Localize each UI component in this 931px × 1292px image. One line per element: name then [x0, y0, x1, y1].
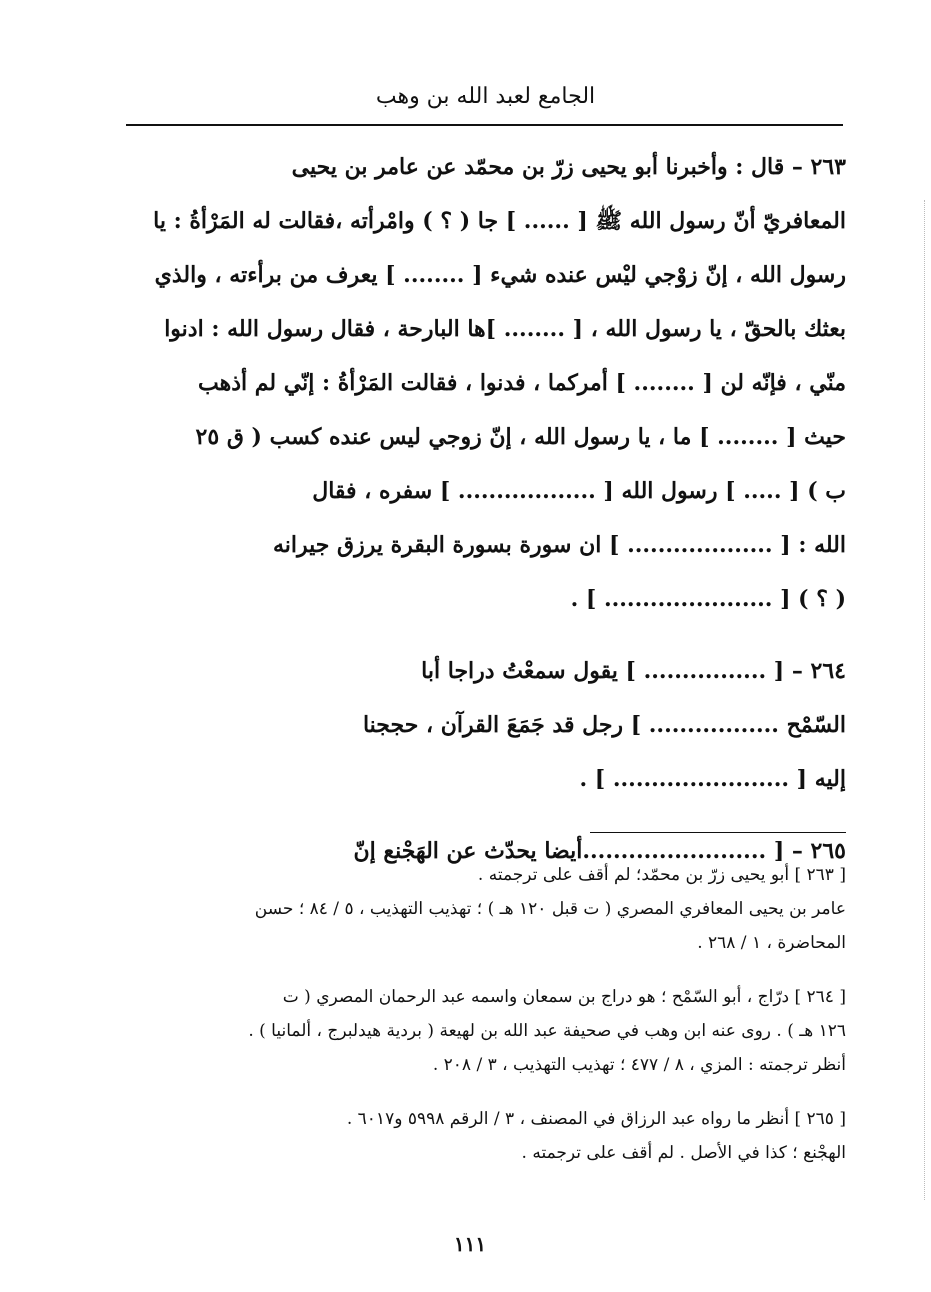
paragraph-263: [126, 140, 846, 626]
text-line: رسول الله ، إنّ زوْجي ليْس عنده شيء [ ........ ] يعرف من برأءته ، والذي: [154, 262, 846, 288]
footnote-line: الهجْنع ؛ كذا في الأصل . لم أقف على ترجمته .: [521, 1143, 846, 1163]
running-header: الجامع لعبد الله بن وهب: [375, 84, 596, 109]
scan-edge: [921, 200, 925, 1200]
paragraph-spacer: [126, 806, 846, 824]
text-line: ٢٦٥ – [ ........................أيضا يحدّث عن الهَجْنع إنّ: [353, 838, 846, 864]
footnote-line: [ ٢٦٣ ] أبو يحيى زرّ بن محمّد؛ لم أقف على ترجمته .: [477, 865, 846, 885]
text-line: إليه [ ....................... ] .: [579, 766, 846, 792]
text-line: السّمْح ................. ] رجل قد جَمَعَ القرآن ، حججنا: [362, 712, 846, 738]
text-line: ب ) [ ..... ] رسول الله [ .................. ] سفره ، فقال: [312, 478, 846, 504]
footnote-265: [126, 1102, 846, 1170]
text-line: المعافريّ أنّ رسول الله ﷺ [ ...... ] جا ( ؟ ) وامْرأته ،فقالت له المَرْأةُ : يا: [153, 208, 846, 234]
footnote-spacer: [126, 1082, 846, 1102]
text-line: منّي ، فإنّه لن [ ........ ] أمركما ، فدنوا ، فقالت المَرْأةُ : إنّي لم أذهب: [197, 370, 846, 396]
footnote-line: عامر بن يحيى المعافري المصري ( ت قبل ١٢٠ هـ ) ؛ تهذيب التهذيب ، ٥ / ٨٤ ؛ حسن: [254, 899, 846, 919]
text-line: بعثك بالحقّ ، يا رسول الله ، [ ........ ]ها البارحة ، فقال رسول الله : ادنوا: [164, 316, 846, 342]
paragraph-264: [126, 644, 846, 806]
footnote-line: [ ٢٦٥ ] أنظر ما رواه عبد الرزاق في المصنف ، ٣ / الرقم ٥٩٩٨ و٦٠١٧ .: [346, 1109, 846, 1129]
header-rule: [126, 124, 843, 126]
footnote-264: [126, 980, 846, 1082]
footnotes: [126, 858, 846, 1170]
footnote-263: [126, 858, 846, 960]
footnote-line: أنظر ترجمته : المزي ، ٨ / ٤٧٧ ؛ تهذيب التهذيب ، ٣ / ٢٠٨ .: [432, 1055, 846, 1075]
text-line: الله : [ ................... ] ان سورة بسورة البقرة يرزق جيرانه: [272, 532, 846, 558]
text-line: ٢٦٤ – [ ................ ] يقول سمعْتُ دراجا أبا: [421, 658, 846, 684]
text-line: ( ؟ ) [ ...................... ] .: [570, 586, 846, 612]
footnote-line: المحاضرة ، ١ / ٢٦٨ .: [697, 933, 846, 953]
footnote-spacer: [126, 960, 846, 980]
paragraph-spacer: [126, 626, 846, 644]
page-number: ١١١: [453, 1232, 487, 1256]
text-line: ٢٦٣ – قال : وأخبرنا أبو يحيى زرّ بن محمّد عن عامر بن يحيى: [291, 154, 846, 180]
footnote-line: ١٢٦ هـ ) . روى عنه ابن وهب في صحيفة عبد الله بن لهيعة ( بردية هيدلبرج ، ألمانيا ) .: [248, 1021, 846, 1041]
footnote-rule: [590, 832, 846, 833]
text-line: حيث [ ........ ] ما ، يا رسول الله ، إنّ زوجي ليس عنده كسب ( ق ٢٥: [195, 424, 846, 450]
main-text: [126, 140, 846, 878]
footnote-line: [ ٢٦٤ ] درّاج ، أبو السّمْح ؛ هو دراج بن سمعان واسمه عبد الرحمان المصري ( ت: [282, 987, 846, 1007]
